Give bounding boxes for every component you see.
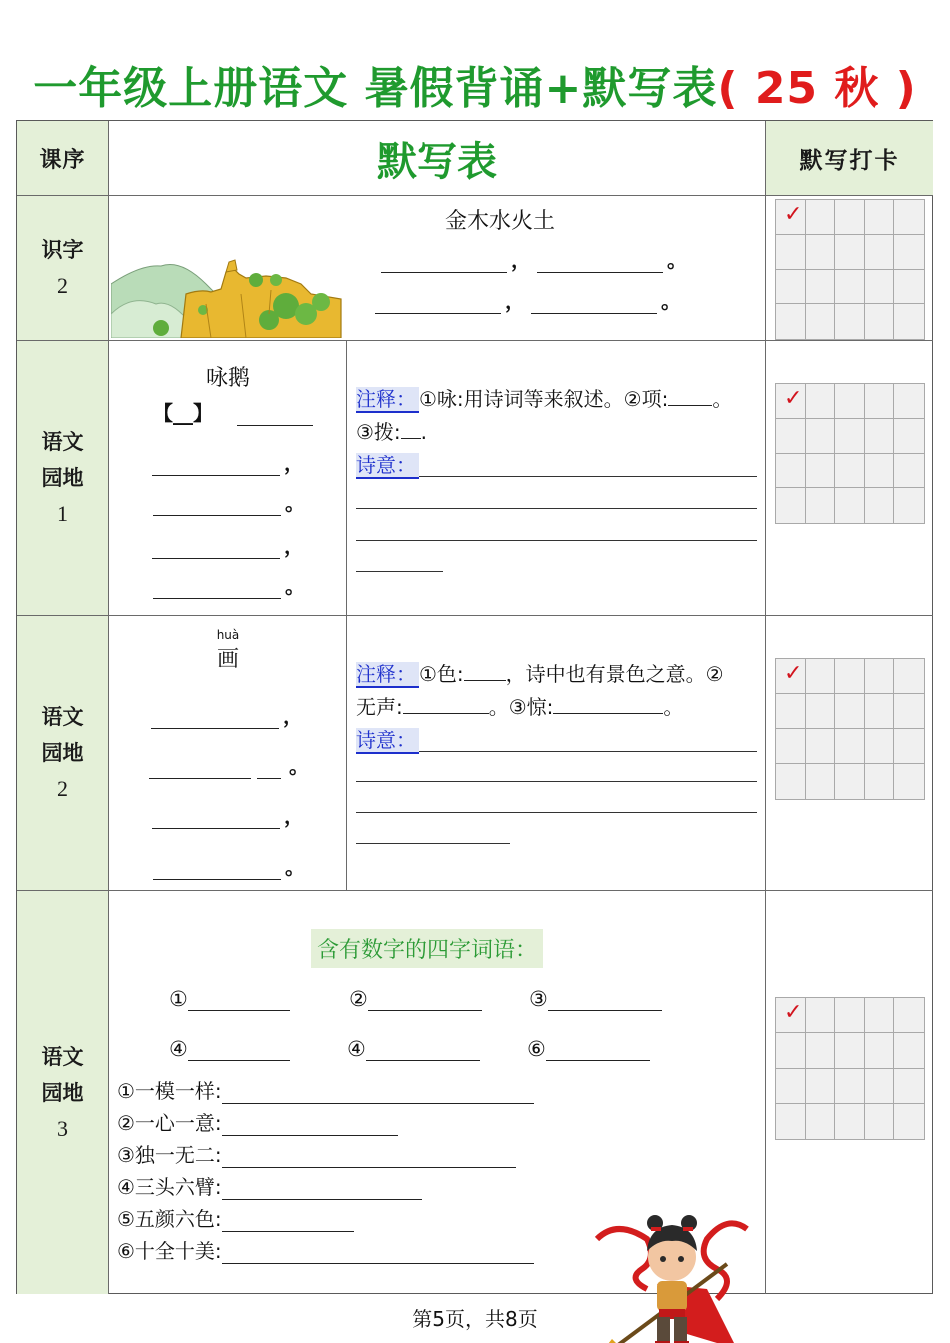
numbered-blank: ② — [349, 987, 482, 1011]
poem-line-4: 。 — [153, 570, 305, 599]
check-cell[interactable] — [776, 488, 806, 523]
check-cell[interactable] — [894, 384, 924, 419]
check-cell[interactable] — [835, 729, 865, 764]
blank[interactable] — [188, 1060, 290, 1061]
lesson-label-shizi2 — [17, 196, 109, 341]
check-cell[interactable] — [776, 998, 806, 1033]
lesson-number: 2 — [57, 273, 68, 298]
dictation-table — [16, 120, 933, 1294]
check-cell[interactable] — [865, 200, 895, 235]
checkin-cell-1 — [766, 196, 933, 341]
check-cell[interactable] — [776, 1069, 806, 1104]
check-cell[interactable] — [865, 384, 895, 419]
poem-yonge-notes — [347, 341, 766, 616]
blank[interactable] — [401, 438, 421, 439]
idioms-cell — [109, 891, 766, 1294]
check-cell[interactable] — [806, 694, 836, 729]
checkmark-icon: ✓ — [784, 202, 803, 227]
lesson-label-yuwen1: 语文 园地 1 — [17, 341, 109, 616]
blank[interactable] — [152, 828, 280, 829]
notes: 注释： ①咏:用诗词等来叙述。②项: 。 ③拨: . 诗意： — [356, 387, 733, 477]
meaning-line[interactable] — [356, 781, 757, 782]
check-cell[interactable] — [894, 764, 924, 799]
check-cell[interactable] — [835, 419, 865, 454]
check-cell[interactable] — [806, 304, 836, 339]
check-cell[interactable] — [835, 454, 865, 489]
idiom-line: ④三头六臂: — [117, 1171, 422, 1200]
check-cell[interactable] — [865, 270, 895, 305]
check-cell[interactable] — [894, 1033, 924, 1068]
check-cell[interactable] — [865, 419, 895, 454]
lesson-label-yuwen2: 语文 园地 2 — [17, 616, 109, 891]
check-cell[interactable] — [835, 235, 865, 270]
meaning-line[interactable] — [356, 812, 757, 813]
blank[interactable] — [222, 1231, 354, 1232]
check-cell[interactable] — [806, 1033, 836, 1068]
blank[interactable] — [188, 1010, 290, 1011]
check-cell[interactable] — [835, 1033, 865, 1068]
check-cell[interactable] — [835, 304, 865, 339]
poem-hua-cell — [109, 616, 347, 891]
check-cell[interactable] — [894, 200, 924, 235]
checkmark-icon: ✓ — [784, 1000, 803, 1025]
idiom-line: ③独一无二: — [117, 1139, 516, 1168]
blank[interactable] — [222, 1263, 534, 1264]
poem-line-1: ， — [152, 447, 304, 476]
poem-hua-notes — [347, 616, 766, 891]
lesson-name: 识字 — [41, 237, 84, 262]
check-cell[interactable] — [865, 998, 895, 1033]
blank[interactable] — [403, 713, 489, 714]
check-cell[interactable] — [894, 270, 924, 305]
poem-line-2: 。 — [149, 750, 309, 779]
blank[interactable] — [257, 778, 281, 779]
fill-line-1: ， 。 — [381, 244, 687, 273]
poem-title: 咏鹅 — [205, 366, 250, 391]
poem-line-3: ， — [152, 800, 304, 829]
blank[interactable] — [531, 313, 657, 314]
check-cell[interactable] — [835, 694, 865, 729]
meaning-line[interactable] — [356, 571, 443, 572]
meaning-line[interactable] — [419, 751, 757, 752]
check-cell[interactable] — [776, 200, 806, 235]
fill-line-2: ， 。 — [375, 285, 681, 314]
meaning-line[interactable] — [419, 476, 757, 477]
checkmark-icon: ✓ — [784, 661, 803, 686]
notes: 注释： ①色: ，诗中也有景色之意。② 无声: 。③惊: 。 诗意： — [356, 662, 724, 752]
poem-line-1: ， — [151, 700, 303, 729]
numbered-blank: ③ — [529, 987, 662, 1011]
check-cell[interactable] — [806, 1069, 836, 1104]
check-cell[interactable] — [835, 764, 865, 799]
idioms-heading: 含有数字的四字词语： — [311, 929, 543, 968]
blank[interactable] — [548, 1010, 662, 1011]
blank[interactable] — [464, 680, 506, 681]
blank[interactable] — [375, 313, 501, 314]
numbered-blank: ① — [169, 987, 290, 1011]
numbered-blank: ⑥ — [527, 1037, 650, 1061]
poem-line-4: 。 — [153, 851, 305, 880]
check-cell[interactable] — [865, 488, 895, 523]
check-cell[interactable] — [776, 694, 806, 729]
row-shizi2-content — [109, 196, 766, 341]
blank[interactable] — [668, 405, 712, 406]
check-cell[interactable] — [776, 419, 806, 454]
check-cell[interactable] — [894, 729, 924, 764]
blank[interactable] — [366, 1060, 480, 1061]
check-cell[interactable] — [806, 454, 836, 489]
check-cell[interactable] — [894, 419, 924, 454]
meaning-line[interactable] — [356, 508, 757, 509]
checkin-grid — [775, 199, 925, 340]
check-cell[interactable] — [894, 694, 924, 729]
poem-title: 金木水火土 — [444, 209, 555, 234]
blank[interactable] — [151, 728, 279, 729]
check-cell[interactable] — [865, 235, 895, 270]
check-cell[interactable] — [865, 304, 895, 339]
check-cell[interactable] — [806, 729, 836, 764]
check-cell[interactable] — [894, 659, 924, 694]
check-cell[interactable] — [776, 270, 806, 305]
check-cell[interactable] — [865, 1104, 895, 1139]
blank[interactable] — [222, 1199, 422, 1200]
check-cell[interactable] — [865, 694, 895, 729]
blank[interactable] — [222, 1167, 516, 1168]
check-cell[interactable] — [835, 659, 865, 694]
idiom-line: ⑤五颜六色: — [117, 1203, 354, 1232]
page-title — [0, 52, 950, 116]
title-main: 一年级上册语文 暑假背诵+默写表 — [33, 63, 718, 114]
check-cell[interactable] — [806, 1104, 836, 1139]
header-checkin: 默写打卡 — [766, 121, 933, 196]
idiom-line: ①一模一样: — [117, 1075, 534, 1104]
meaning-label: 诗意： — [356, 728, 419, 754]
check-cell[interactable] — [806, 235, 836, 270]
check-cell[interactable] — [776, 384, 806, 419]
page-number: 第5页，共8页 — [412, 1307, 538, 1331]
numbered-blank: ④ — [169, 1037, 290, 1061]
check-cell[interactable] — [776, 1104, 806, 1139]
check-cell[interactable] — [806, 200, 836, 235]
notes-label: 注释： — [356, 387, 419, 413]
idiom-line: ⑥十全十美: — [117, 1235, 534, 1264]
check-cell[interactable] — [835, 1104, 865, 1139]
blank[interactable] — [152, 475, 280, 476]
check-cell[interactable] — [806, 270, 836, 305]
checkin-cell-3 — [766, 616, 933, 891]
check-cell[interactable] — [894, 1104, 924, 1139]
meaning-label: 诗意： — [356, 453, 419, 479]
idiom-line: ②一心一意: — [117, 1107, 398, 1136]
check-cell[interactable] — [776, 235, 806, 270]
blank[interactable] — [537, 272, 663, 273]
check-cell[interactable] — [776, 454, 806, 489]
blank[interactable] — [553, 713, 663, 714]
check-cell[interactable] — [835, 384, 865, 419]
check-cell[interactable] — [806, 764, 836, 799]
checkin-grid — [775, 658, 925, 800]
checkmark-icon: ✓ — [784, 386, 803, 411]
poem-line-2: 。 — [153, 487, 305, 516]
blank[interactable] — [381, 272, 507, 273]
check-cell[interactable] — [835, 270, 865, 305]
mountain-landscape-image — [111, 254, 343, 338]
blank[interactable] — [222, 1135, 398, 1136]
poem-yonge-cell — [109, 341, 347, 616]
notes-label: 注释： — [356, 662, 419, 688]
blank[interactable] — [153, 598, 281, 599]
header-dictation: 默写表 — [109, 121, 766, 196]
poem-pinyin: huà — [216, 628, 240, 642]
check-cell[interactable] — [865, 454, 895, 489]
blank[interactable] — [152, 558, 280, 559]
poem-title: 画 — [216, 647, 239, 672]
blank[interactable] — [546, 1060, 650, 1061]
check-cell[interactable] — [835, 1069, 865, 1104]
check-cell[interactable] — [865, 1069, 895, 1104]
check-cell[interactable] — [806, 419, 836, 454]
check-cell[interactable] — [776, 659, 806, 694]
blank[interactable] — [368, 1010, 482, 1011]
blank[interactable] — [149, 778, 251, 779]
check-cell[interactable] — [835, 998, 865, 1033]
checkin-grid — [775, 997, 925, 1140]
lesson-label-yuwen3: 语文 园地 3 — [17, 891, 109, 1294]
blank[interactable] — [153, 879, 281, 880]
author-blank[interactable] — [237, 425, 313, 426]
title-suffix: ( 25 秋 ) — [717, 63, 917, 114]
check-cell[interactable] — [894, 998, 924, 1033]
check-cell[interactable] — [776, 1033, 806, 1068]
numbered-blank: ④ — [347, 1037, 480, 1061]
check-cell[interactable] — [806, 998, 836, 1033]
check-cell[interactable] — [865, 659, 895, 694]
check-cell[interactable] — [865, 1033, 895, 1068]
blank[interactable] — [153, 515, 281, 516]
check-cell[interactable] — [865, 729, 895, 764]
checkin-cell-4 — [766, 891, 933, 1294]
meaning-line[interactable] — [356, 540, 757, 541]
check-cell[interactable] — [835, 488, 865, 523]
check-cell[interactable] — [835, 200, 865, 235]
check-cell[interactable] — [894, 488, 924, 523]
checkin-cell-2 — [766, 341, 933, 616]
check-cell[interactable] — [894, 235, 924, 270]
check-cell[interactable] — [865, 764, 895, 799]
check-cell[interactable] — [806, 384, 836, 419]
blank[interactable] — [222, 1103, 534, 1104]
check-cell[interactable] — [894, 1069, 924, 1104]
header-lesson: 课序 — [17, 121, 109, 196]
meaning-line[interactable] — [356, 843, 510, 844]
check-cell[interactable] — [806, 659, 836, 694]
author-bracket: 【__】 — [153, 401, 213, 425]
checkin-grid — [775, 383, 925, 524]
author-line — [153, 397, 313, 426]
check-cell[interactable] — [806, 488, 836, 523]
poem-line-3: ， — [152, 530, 304, 559]
check-cell[interactable] — [776, 729, 806, 764]
check-cell[interactable] — [894, 454, 924, 489]
check-cell[interactable] — [894, 304, 924, 339]
check-cell[interactable] — [776, 304, 806, 339]
check-cell[interactable] — [776, 764, 806, 799]
